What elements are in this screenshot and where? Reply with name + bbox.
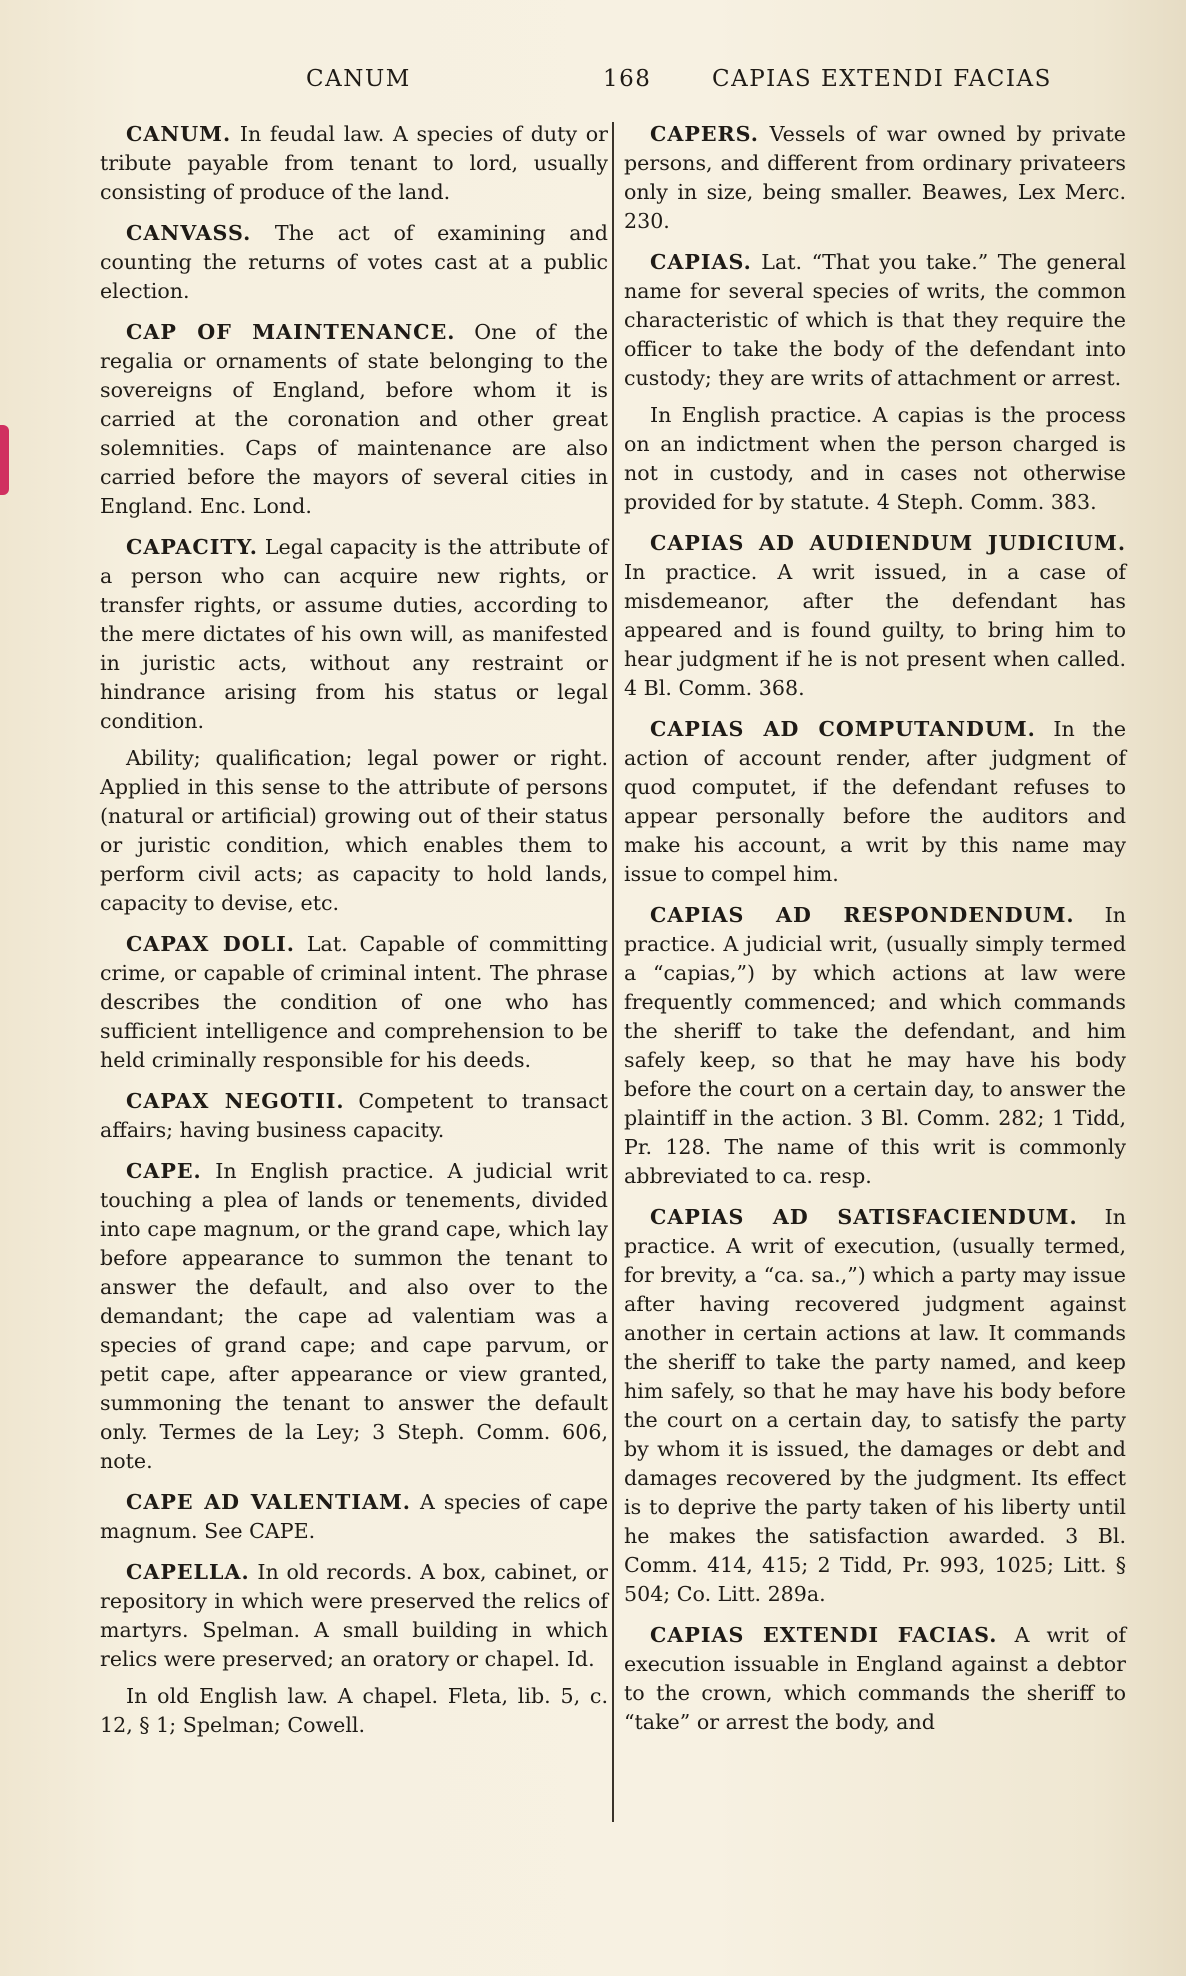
- definition: Legal capacity is the attribute of a person who can acquire new rights, or transfer rights, or assume duties, according to the mere dictates of his own will, as manifested in juristic acts, without any restraint or hindrance arising from his status or legal condition.: [100, 535, 608, 733]
- definition: In old English law. A chapel. Fleta, lib. 5, c. 12, § 1; Spelman; Cowell.: [100, 1684, 608, 1737]
- definition: In the action of account render, after judgment of quod computet, if the defendant refuses to appear personally before the auditors and make his account, a writ by this name may issue to compel him.: [624, 717, 1127, 886]
- definition: Lat. “That you take.” The general name for several species of writs, the common characteristic of which is that they require the officer to take the body of the defendant into custody; they are writs of attachment or arrest.: [624, 250, 1126, 390]
- running-head-right: CAPIAS EXTENDI FACIAS: [712, 66, 1052, 92]
- headword: CAPIAS EXTENDI FACIAS.: [650, 1623, 998, 1647]
- definition: The act of examining and counting the returns of votes cast at a public election.: [100, 221, 608, 303]
- entry-cap-of-maintenance: [100, 318, 608, 521]
- entry-capax-negotii: [100, 1087, 608, 1145]
- entry-capias-continued: [624, 401, 1126, 517]
- entry-capias-ad-computandum: [624, 715, 1126, 889]
- entry-capias-extendi-facias: [624, 1621, 1126, 1737]
- headword: CAPIAS AD AUDIENDUM JUDICIUM.: [650, 531, 1126, 555]
- definition: In practice. A writ of execution, (usually termed, for brevity, a “ca. sa.,”) which a party may issue after having recovered judgment against another in certain actions at law. It commands the sheriff to take the party named, and keep him safely, so that he may have his body before the court on a certain day, to satisfy the party by whom it is issued, the damages or debt and damages recovered by the judgment. Its effect is to deprive the party taken of his liberty until he makes the satisfaction awarded. 3 Bl. Comm. 414, 415; 2 Tidd, Pr. 993, 1025; Litt. § 504; Co. Litt. 289a.: [624, 1205, 1126, 1606]
- definition: In English practice. A capias is the process on an indictment when the person charged is not in custody, and in cases not otherwise provided for by statute. 4 Steph. Comm. 383.: [624, 403, 1126, 514]
- definition: In old records. A box, cabinet, or repository in which were preserved the relics of martyrs. Spelman. A small building in which relics were preserved; an oratory or chapel. Id.: [100, 1560, 608, 1671]
- entry-capella: [100, 1558, 608, 1674]
- running-head: [0, 66, 1186, 100]
- definition: One of the regalia or ornaments of state belonging to the sovereigns of England, before whom it is carried at the coronation and other great solemnities. Caps of maintenance are also carried before the mayors of several cities in England. Enc. Lond.: [100, 320, 609, 518]
- entry-cape: [100, 1157, 608, 1476]
- entry-capacity: [100, 533, 608, 736]
- headword: CAPERS.: [650, 122, 759, 146]
- definition: Competent to transact affairs; having business capacity.: [100, 1089, 609, 1142]
- entry-canvass: [100, 219, 608, 306]
- definition: In practice. A judicial writ, (usually simply termed a “capias,”) by which actions at law were frequently commenced; and which commands the sheriff to take the defendant, and him safely keep, so that he may have his body before the court on a certain day, to answer the plaintiff in the action. 3 Bl. Comm. 282; 1 Tidd, Pr. 128. The name of this writ is commonly abbreviated to ca. resp.: [624, 903, 1127, 1188]
- headword: CAPIAS.: [650, 250, 752, 274]
- definition: A species of cape magnum. See CAPE.: [100, 1490, 609, 1543]
- entry-capias: [624, 248, 1126, 393]
- entry-capias-ad-satisfaciendum: [624, 1203, 1126, 1609]
- definition: Ability; qualification; legal power or right. Applied in this sense to the attribute of persons (natural or artificial) growing out of their status or juristic condition, which enables them to perform civil acts; as capacity to hold lands, capacity to devise, etc.: [100, 746, 608, 915]
- left-column: [100, 120, 608, 1752]
- entry-canum: [100, 120, 608, 207]
- entry-cape-ad-valentiam: [100, 1488, 608, 1546]
- entry-capias-ad-respondendum: [624, 901, 1126, 1191]
- definition: In practice. A writ issued, in a case of misdemeanor, after the defendant has appeared and is found guilty, to bring him to hear judgment if he is not present when called. 4 Bl. Comm. 368.: [624, 560, 1126, 700]
- right-column: [624, 120, 1126, 1749]
- headword: CAPACITY.: [126, 535, 258, 559]
- definition: In English practice. A judicial writ touching a plea of lands or tenements, divided into cape magnum, or the grand cape, which lay before appearance to summon the tenant to answer the default, and also over to the demandant; the cape ad valentiam was a species of grand cape; and cape parvum, or petit cape, after appearance or view granted, summoning the tenant to answer the default only. Termes de la Ley; 3 Steph. Comm. 606, note.: [100, 1159, 608, 1473]
- entry-capers: [624, 120, 1126, 236]
- headword: CAPELLA.: [126, 1560, 250, 1584]
- entry-capacity-continued: [100, 744, 608, 918]
- entry-capax-doli: [100, 930, 608, 1075]
- headword: CAPIAS AD SATISFACIENDUM.: [650, 1205, 1078, 1229]
- column-divider: [612, 122, 614, 1822]
- definition: Lat. Capable of committing crime, or capable of criminal intent. The phrase describes the condition of one who has sufficient intelligence and comprehension to be held criminally responsible for his deeds.: [100, 932, 609, 1072]
- headword: CAPE AD VALENTIAM.: [126, 1490, 411, 1514]
- headword: CAPAX DOLI.: [126, 932, 295, 956]
- definition: A writ of execution issuable in England against a debtor to the crown, which commands the sheriff to “take” or arrest the body, and: [624, 1623, 1126, 1734]
- headword: CANVASS.: [126, 221, 252, 245]
- page-number: 168: [603, 66, 652, 92]
- page-edge-mark: [0, 425, 9, 495]
- headword: CAPE.: [126, 1159, 202, 1183]
- headword: CAPIAS AD COMPUTANDUM.: [650, 717, 1036, 741]
- headword: CANUM.: [126, 122, 232, 146]
- headword: CAP OF MAINTENANCE.: [126, 320, 456, 344]
- entry-capias-ad-audiendum: [624, 529, 1126, 703]
- running-head-left: CANUM: [306, 66, 411, 92]
- headword: CAPIAS AD RESPONDENDUM.: [650, 903, 1075, 927]
- definition: Vessels of war owned by private persons, and different from ordinary privateers only in size, being smaller. Beawes, Lex Merc. 230.: [624, 122, 1126, 233]
- definition: In feudal law. A species of duty or tribute payable from tenant to lord, usually consisting of produce of the land.: [100, 122, 608, 204]
- entry-capella-continued: [100, 1682, 608, 1740]
- headword: CAPAX NEGOTII.: [126, 1089, 345, 1113]
